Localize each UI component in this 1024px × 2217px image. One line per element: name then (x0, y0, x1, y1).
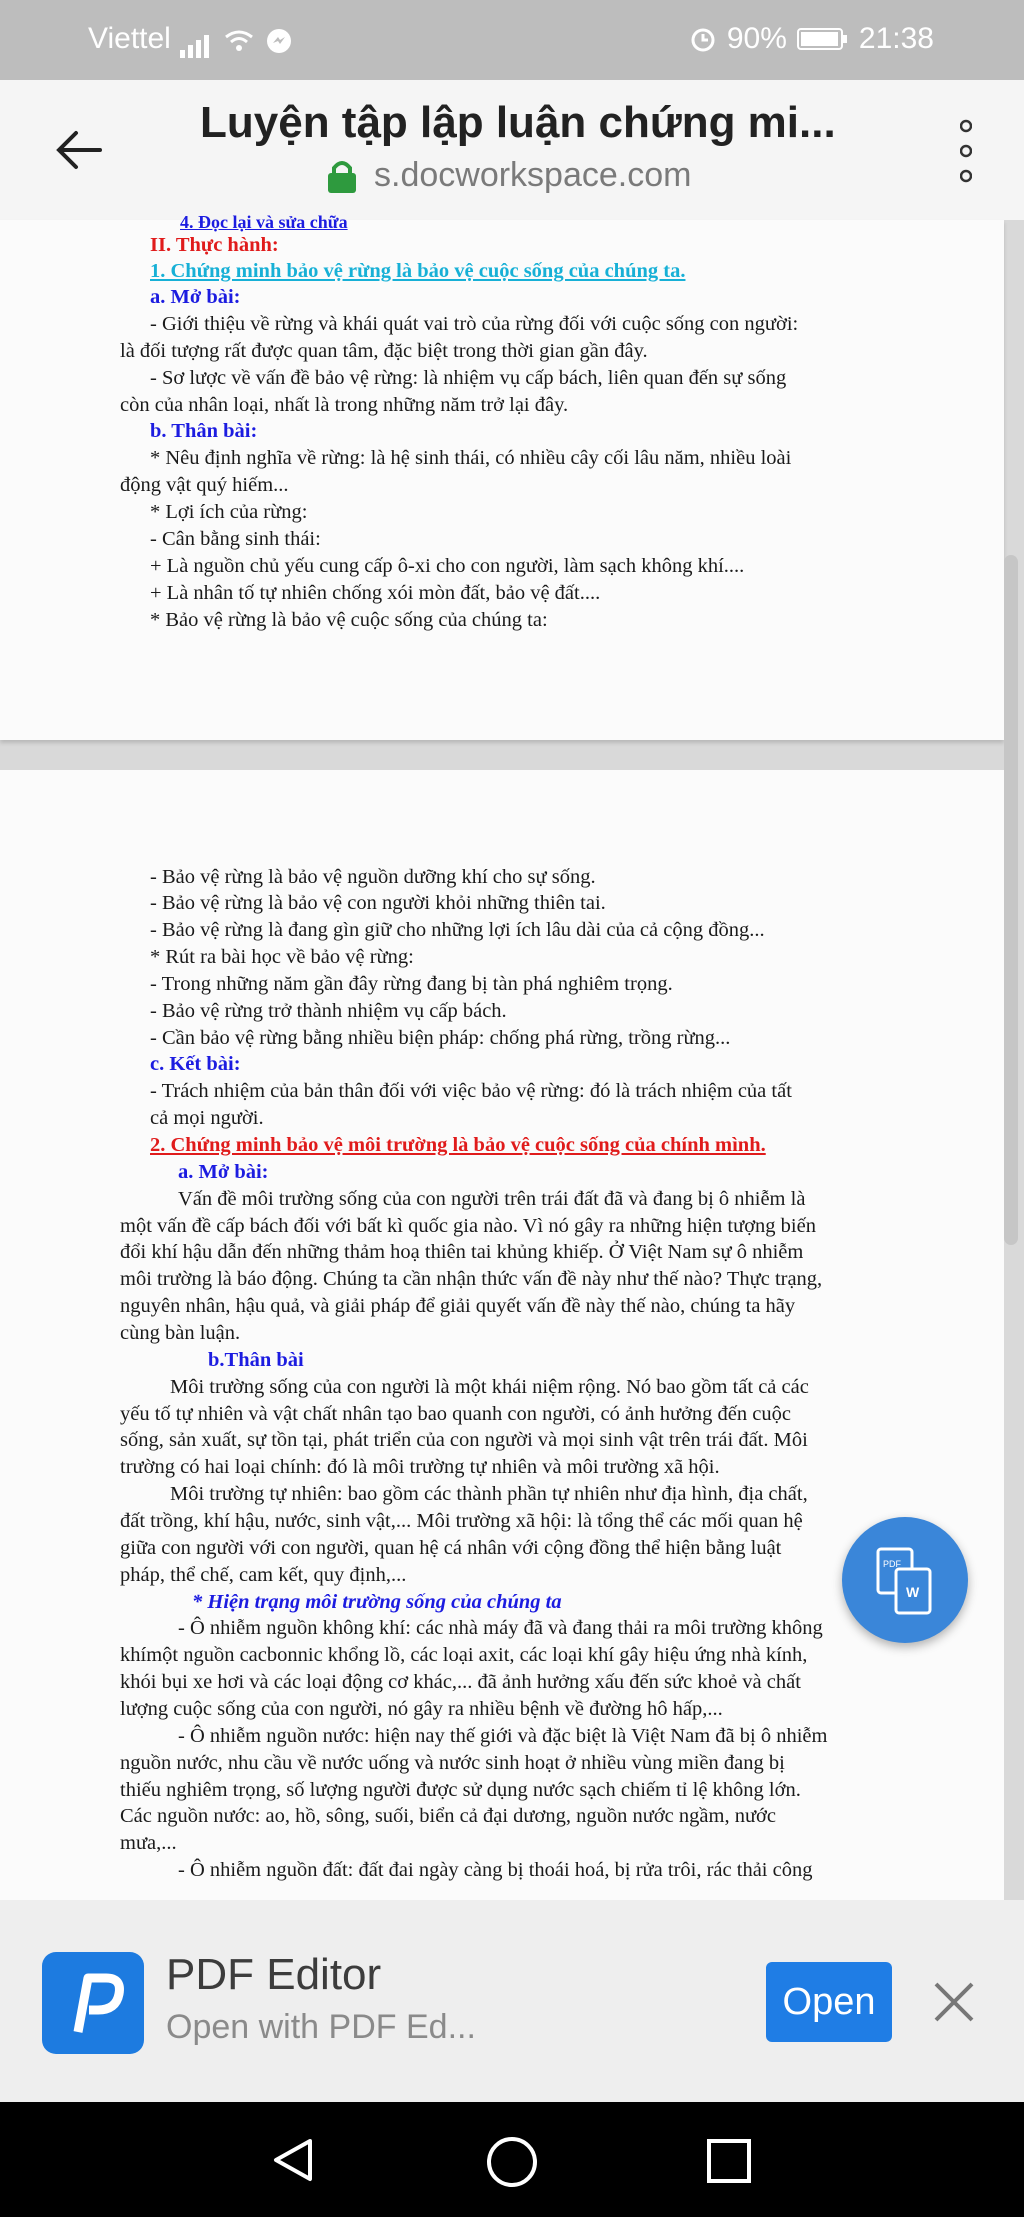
line-text: - Sơ lược về vấn đề bảo vệ rừng: là nhiệm vụ cấp bách, liên quan đến sự sống (150, 367, 787, 389)
pdf-convert-fab[interactable] (842, 1517, 968, 1643)
line-text: Môi trường sống của con người là một khái niệm rộng. Nó bao gồm tất cả các (170, 1376, 809, 1398)
page-title: Luyện tập lập luận chứng mi... (200, 98, 836, 147)
text-line (208, 1349, 304, 1372)
svg-text:W: W (906, 1584, 920, 1600)
pdf-editor-logo-icon (42, 1952, 144, 2054)
text-line (150, 609, 548, 632)
scrollbar-thumb[interactable] (1004, 555, 1018, 1245)
text-line (192, 1591, 562, 1614)
line-text: nguyên nhân, hậu quả, và giải pháp để giải quyết vấn đề này thế nào, chúng ta hãy (120, 1295, 796, 1317)
text-line (120, 1779, 801, 1802)
banner-app-name: PDF Editor (166, 1950, 382, 1999)
line-text: mưa,... (120, 1832, 177, 1854)
line-text: * Hiện trạng môi trường sống của chúng ta (192, 1591, 562, 1613)
text-line (150, 946, 414, 969)
text-line (178, 1859, 812, 1882)
line-text: + Là nguồn chủ yếu cung cấp ô-xi cho con người, làm sạch không khí.... (150, 555, 745, 577)
close-icon[interactable] (932, 1980, 976, 2024)
text-line (178, 1725, 827, 1748)
line-text: khímột nguồn cacbonnic khổng lồ, các loại axit, các loại khí gây hiệu ứng nhà kính, (120, 1644, 808, 1666)
line-text: còn của nhân loại, nhất là trong những năm trở lại đây. (120, 394, 569, 416)
svg-text:PDF: PDF (883, 1559, 901, 1569)
alarm-icon (689, 25, 717, 53)
text-line (150, 1027, 730, 1050)
line-text: một vấn đề cấp bách đối với bất kì quốc gia nào. Vì nó gây ra những hiện tượng biến (120, 1215, 816, 1237)
line-text: khói bụi xe hơi và các loại động cơ khác,... đã ảnh hưởng xấu đến sức khoẻ và chất (120, 1671, 801, 1693)
line-text: yếu tố tự nhiên và vật chất nhân tạo bao quanh con người, có ảnh hưởng đến cuộc (120, 1403, 791, 1425)
document-page-2 (0, 770, 1004, 1900)
nav-back-icon[interactable] (268, 2135, 318, 2185)
line-text: * Nêu định nghĩa về rừng: là hệ sinh thái, có nhiều cây cối lâu năm, nhiều loài (150, 447, 792, 469)
text-line (178, 1161, 269, 1184)
line-text: II. Thực hành: (150, 234, 279, 256)
line-text: - Giới thiệu về rừng và khái quát vai trò của rừng đối với cuộc sống con người: (150, 313, 799, 335)
text-line (120, 1241, 803, 1264)
status-right (689, 22, 934, 56)
line-text: đất trồng, khí hậu, nước, sinh vật,... Môi trường xã hội: là tổng thể các mối quan hệ (120, 1510, 803, 1532)
line-text: trường có hai loại chính: đó là môi trường tự nhiên và môi trường xã hội. (120, 1456, 720, 1478)
text-line (150, 1134, 766, 1157)
line-text: - Bảo vệ rừng là bảo vệ nguồn dưỡng khí cho sự sống. (150, 866, 596, 888)
text-line (150, 260, 685, 283)
text-line (150, 528, 321, 551)
line-text: a. Mở bài: (150, 286, 241, 308)
line-text: thiếu nghiêm trọng, số lượng người được sử dụng nước sạch chiếm tỉ lệ không lớn. (120, 1779, 801, 1801)
text-line (150, 1080, 792, 1103)
text-line (150, 866, 596, 889)
url-label[interactable]: s.docworkspace.com (374, 156, 692, 194)
text-line (150, 447, 791, 470)
status-bar (0, 0, 1024, 80)
text-line (120, 1295, 795, 1318)
line-text: + Là nhân tố tự nhiên chống xói mòn đất, bảo vệ đất.... (150, 582, 601, 604)
line-text: - Cần bảo vệ rừng bằng nhiều biện pháp: chống phá rừng, trồng rừng... (150, 1027, 731, 1049)
text-line (150, 313, 798, 336)
text-line (150, 1053, 241, 1076)
text-line (120, 1429, 808, 1452)
text-line (150, 919, 765, 942)
text-line (120, 1805, 776, 1828)
text-line (120, 1215, 816, 1238)
line-text: Môi trường tự nhiên: bao gồm các thành phần tự nhiên như địa hình, địa chất, (170, 1483, 808, 1505)
line-text: - Bảo vệ rừng là đang gìn giữ cho những lợi ích lâu dài của cả cộng đồng... (150, 919, 765, 941)
text-line (150, 892, 606, 915)
line-text: lượng cuộc sống của con người, nó gây ra nhiều bệnh về đường hô hấp,... (120, 1698, 723, 1720)
system-nav-bar (0, 2102, 1024, 2217)
line-text: - Cân bằng sinh thái: (150, 528, 321, 550)
wifi-icon (224, 29, 254, 53)
text-line (150, 234, 279, 257)
text-line (150, 555, 744, 578)
line-text: 2. Chứng minh bảo vệ môi trường là bảo vệ cuộc sống của chính mình. (150, 1134, 766, 1156)
line-text: Các nguồn nước: ao, hồ, sông, suối, biển cả đại dương, nguồn nước ngầm, nước (120, 1805, 776, 1827)
text-line (150, 420, 257, 443)
line-text: - Bảo vệ rừng trở thành nhiệm vụ cấp bách. (150, 1000, 507, 1022)
signal-icon (180, 24, 212, 58)
text-line (170, 1483, 808, 1506)
text-line (120, 1510, 803, 1533)
battery-percent: 90% (726, 22, 787, 55)
text-line (180, 212, 348, 233)
signal-indicators (180, 24, 292, 58)
line-text: cả mọi người. (150, 1107, 264, 1129)
line-text: cùng bàn luận. (120, 1322, 241, 1344)
browser-app-bar (0, 80, 1024, 220)
line-text: - Ô nhiễm nguồn đất: đất đai ngày càng bị thoái hoá, bị rửa trôi, rác thải công (178, 1859, 813, 1881)
lock-icon (326, 158, 358, 194)
pdf-convert-icon (842, 1517, 968, 1643)
line-text: - Ô nhiễm nguồn không khí: các nhà máy đã và đang thải ra môi trường không (178, 1617, 823, 1639)
line-text: * Bảo vệ rừng là bảo vệ cuộc sống của chúng ta: (150, 609, 548, 631)
text-line (120, 1832, 177, 1855)
line-text: - Trong những năm gần đây rừng đang bị tàn phá nghiêm trọng. (150, 973, 673, 995)
open-button[interactable]: Open (766, 1962, 892, 2042)
line-text: 4. Đọc lại và sửa chữa (180, 212, 348, 232)
text-line (170, 1376, 809, 1399)
line-text: b. Thân bài: (150, 420, 258, 442)
line-text: b.Thân bài (208, 1349, 304, 1371)
text-line (150, 582, 600, 605)
line-text: - Ô nhiễm nguồn nước: hiện nay thế giới và đặc biệt là Việt Nam đã bị ô nhiễm (178, 1725, 828, 1747)
text-line (120, 1698, 723, 1721)
more-menu-icon[interactable] (960, 116, 972, 186)
line-text: 1. Chứng minh bảo vệ rừng là bảo vệ cuộc sống của chúng ta. (150, 260, 686, 282)
text-line (150, 1000, 507, 1023)
line-text: động vật quý hiếm... (120, 474, 289, 496)
text-line (120, 1537, 781, 1560)
text-line (120, 1456, 720, 1479)
line-text: sống, sản xuất, sự tồn tại, phát triển của con người và mọi sinh vật trên trái đất. Môi (120, 1429, 808, 1451)
open-with-app-banner (0, 1900, 1024, 2102)
line-text: a. Mở bài: (178, 1161, 269, 1183)
line-text: môi trường là báo động. Chúng ta cần nhận thức vấn đề này như thế nào? Thực trạng, (120, 1268, 823, 1290)
back-arrow-icon[interactable] (50, 120, 110, 180)
text-line (120, 394, 568, 417)
text-line (120, 340, 648, 363)
line-text: giữa con người với con người, quan hệ cá nhân với cộng đồng thể hiện bằng luật (120, 1537, 782, 1559)
line-text: - Trách nhiệm của bản thân đối với việc bảo vệ rừng: đó là trách nhiệm của tất (150, 1080, 792, 1102)
text-line (120, 1752, 785, 1775)
text-line (120, 1403, 791, 1426)
carrier-label: Viettel (88, 22, 171, 55)
text-line (150, 367, 786, 390)
line-text: - Bảo vệ rừng là bảo vệ con người khỏi những thiên tai. (150, 892, 606, 914)
line-text: nguồn nước, nhu cầu về nước uống và nước sinh hoạt ở nhiều vùng miền đang bị (120, 1752, 785, 1774)
line-text: * Rút ra bài học về bảo vệ rừng: (150, 946, 414, 968)
text-line (178, 1188, 805, 1211)
text-line (150, 1107, 264, 1130)
text-line (120, 1322, 240, 1345)
text-line (178, 1617, 823, 1640)
battery-icon (797, 26, 849, 52)
line-text: Vấn đề môi trường sống của con người trên trái đất đã và đang bị ô nhiễm là (178, 1188, 806, 1210)
line-text: pháp, thể chế, cam kết, quy định,... (120, 1564, 407, 1586)
text-line (120, 474, 289, 497)
text-line (150, 973, 673, 996)
text-line (120, 1671, 801, 1694)
banner-subtitle: Open with PDF Ed... (166, 2008, 476, 2046)
line-text: đổi khí hậu dẫn đến những thảm hoạ thiên tai khủng khiếp. Ở Việt Nam sự ô nhiễm (120, 1241, 804, 1263)
text-line (120, 1268, 822, 1291)
line-text: * Lợi ích của rừng: (150, 501, 308, 523)
nav-home-icon[interactable] (485, 2135, 539, 2189)
text-line (120, 1564, 406, 1587)
nav-recents-icon[interactable] (705, 2137, 753, 2185)
text-line (150, 286, 241, 309)
text-line (150, 501, 307, 524)
clock: 21:38 (858, 22, 934, 55)
text-line (120, 1644, 807, 1667)
line-text: là đối tượng rất được quan tâm, đặc biệt trong thời gian gần đây. (120, 340, 648, 362)
pdf-editor-app-icon (42, 1952, 144, 2054)
line-text: c. Kết bài: (150, 1053, 241, 1075)
messenger-icon (266, 28, 292, 54)
document-page-1 (0, 212, 1004, 740)
